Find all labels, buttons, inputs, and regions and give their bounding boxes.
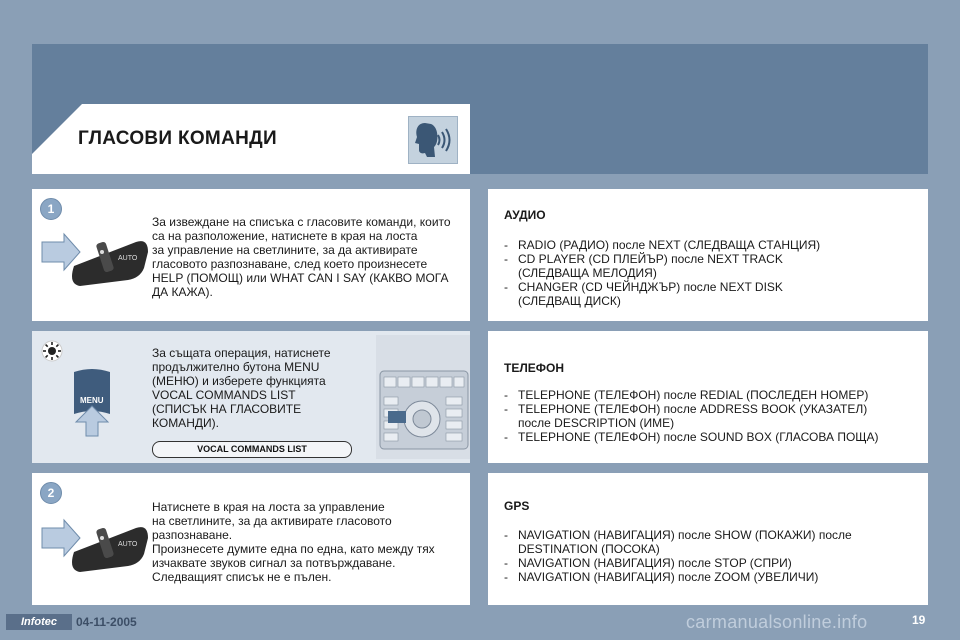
radio-head-unit-illustration	[376, 335, 470, 459]
step-1-badge: 1	[40, 198, 62, 220]
vocal-commands-list-label: VOCAL COMMANDS LIST	[152, 441, 352, 458]
phone-command-list	[504, 388, 924, 444]
menu-button-label: MENU	[80, 396, 104, 405]
audio-command-list	[504, 238, 924, 308]
watermark: carmanualsonline.info	[686, 612, 868, 632]
step2-instruction: Натиснете в края на лоста за управление на светлините, за да активирате гласовото разпознаване. Произнесете думите една по една, като между тях изчаквате звуков сигнал за потвърждаване. Следващият списък не е пълен.	[152, 500, 435, 584]
list-item: - RADIO (РАДИО) после NEXT (СЛЕДВАЩА СТАНЦИЯ)	[504, 238, 924, 252]
list-item: - CHANGER (CD ЧЕЙНДЖЪР) после NEXT DISK (СЛЕДВАЩ ДИСК)	[504, 280, 924, 308]
menu-button-illustration	[70, 368, 114, 438]
list-item: - NAVIGATION (НАВИГАЦИЯ) после SHOW (ПОКАЖИ) после DESTINATION (ПОСОКА)	[504, 528, 924, 556]
footer-date: 04-11-2005	[76, 615, 137, 629]
list-item: - NAVIGATION (НАВИГАЦИЯ) после ZOOM (УВЕЛИЧИ)	[504, 570, 924, 584]
svg-text:AUTO: AUTO	[118, 541, 138, 548]
page-title: ГЛАСОВИ КОМАНДИ	[78, 128, 277, 149]
step-2-badge: 2	[40, 482, 62, 504]
page-number: 19	[912, 613, 926, 627]
light-icon	[41, 340, 63, 362]
list-item: - CD PLAYER (CD ПЛЕЙЪР) после NEXT TRACK (СЛЕДВАЩА МЕЛОДИЯ)	[504, 252, 924, 280]
svg-text:AUTO: AUTO	[118, 255, 138, 262]
gps-heading: GPS	[504, 499, 530, 513]
list-item: - TELEPHONE (ТЕЛЕФОН) после SOUND BOX (ГЛАСОВА ПОЩА)	[504, 430, 924, 444]
list-item: - TELEPHONE (ТЕЛЕФОН) после REDIAL (ПОСЛЕДЕН НОМЕР)	[504, 388, 924, 402]
gps-command-list	[504, 528, 924, 584]
menu-instruction: За същата операция, натиснете продължително бутона MENU (МЕНЮ) и изберете функцията VOCAL COMMANDS LIST (СПИСЪК НА ГЛАСОВИТЕ КОМАНДИ).	[152, 346, 331, 430]
list-item: - TELEPHONE (ТЕЛЕФОН) после ADDRESS BOOK (УКАЗАТЕЛ) после DESCRIPTION (ИМЕ)	[504, 402, 924, 430]
infotec-logo: Infotec	[6, 614, 72, 630]
voice-command-icon	[408, 116, 458, 164]
audio-heading: АУДИО	[504, 208, 546, 222]
lighting-stalk-illustration-1	[40, 222, 150, 302]
step1-instruction: За извеждане на списъка с гласовите команди, които са на разположение, натиснете в края на лоста за управление на светлините, за да активирате гласовото разпознаване, след което произнесете HELP (ПОМОЩ) или WHAT CAN I SAY (КАКВО МОГА ДА КАЖА).	[152, 215, 451, 299]
phone-heading: ТЕЛЕФОН	[504, 361, 564, 375]
list-item: - NAVIGATION (НАВИГАЦИЯ) после STOP (СПРИ)	[504, 556, 924, 570]
lighting-stalk-illustration-2	[40, 508, 150, 588]
